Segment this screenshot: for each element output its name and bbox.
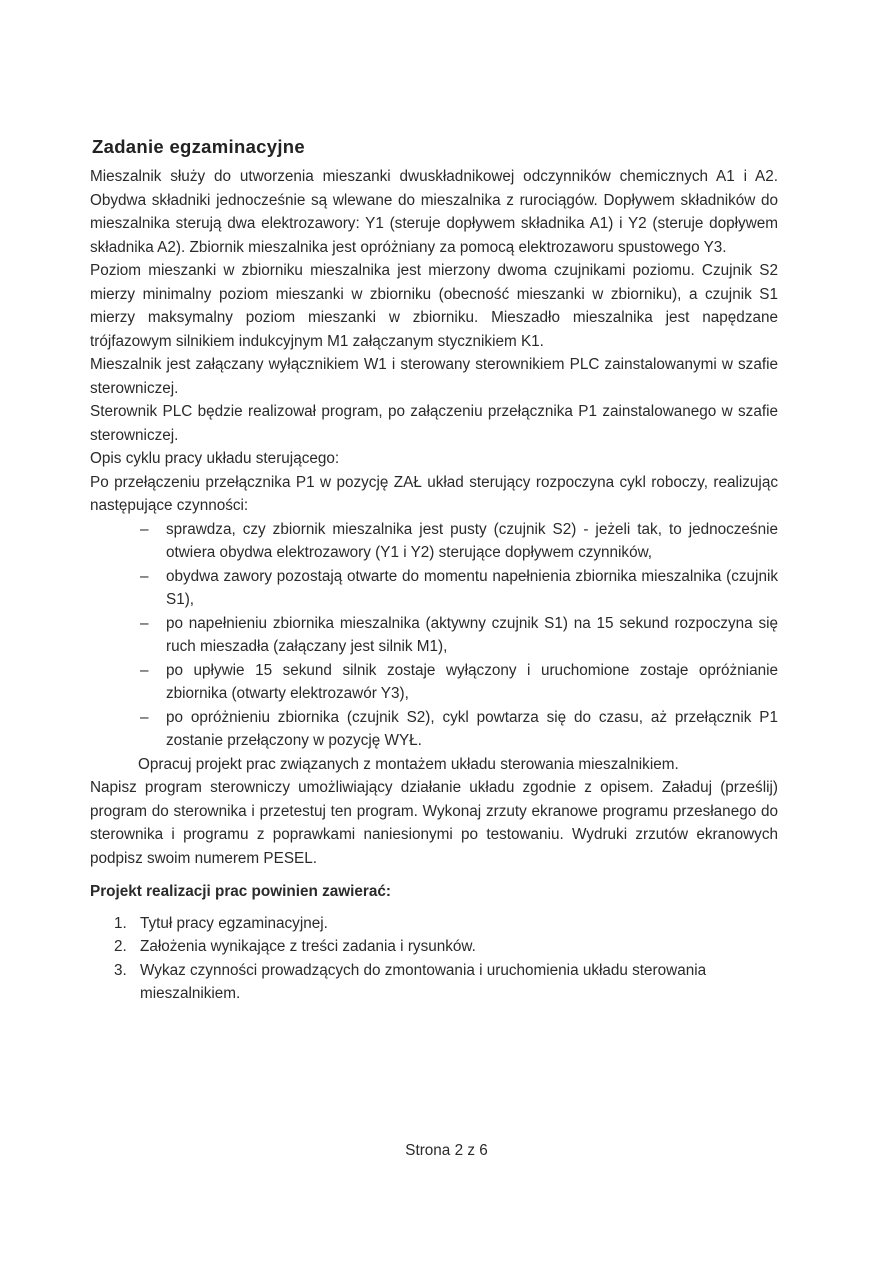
paragraph-mixer-description: Mieszalnik służy do utworzenia mieszanki dwuskładnikowej odczynników chemicznych A1 i A2. Obydwa składniki jednocześnie są wlewane do mieszalnika z rurociągów. Dopływem składników do mieszalnika sterują dwa elektrozawory: Y1 (steruje dopływem składnika A1) i Y2 (steruje dopływem składnika A2). Zbiornik mieszalnika jest opróżniany za pomocą elektrozaworu spustowego Y3. (90, 168, 778, 256)
item-number: 3. (114, 961, 127, 979)
item-number: 1. (114, 914, 127, 932)
list-item-text: po upływie 15 sekund silnik zostaje wyłączony i uruchomione zostaje opróżnianie zbiornika (otwarty elektrozawór Y3), (166, 661, 778, 702)
project-requirements-heading: Projekt realizacji prac powinien zawierać: (90, 883, 391, 900)
paragraph-cycle-heading: Opis cyklu pracy układu sterującego: (90, 450, 340, 467)
list-item-text: po opróżnieniu zbiornika (czujnik S2), cykl powtarza się do czasu, aż przełącznik P1 zostanie przełączony w pozycję WYŁ. (166, 708, 778, 749)
dash-bullet: – (140, 614, 149, 632)
paragraph-plc-program: Sterownik PLC będzie realizował program, po załączeniu przełącznika P1 zainstalowanego w szafie sterowniczej. (90, 403, 778, 444)
list-item-text: po napełnieniu zbiornika mieszalnika (aktywny czujnik S1) na 15 sekund rozpoczyna się ruch mieszadła (załączany jest silnik M1), (166, 614, 778, 655)
item-text: Założenia wynikające z treści zadania i rysunków. (140, 938, 476, 955)
list-item (90, 612, 778, 659)
list-item (90, 518, 778, 565)
dash-bullet: – (140, 520, 149, 538)
dash-bullet: – (140, 661, 149, 679)
list-item (90, 912, 778, 936)
task-body (90, 165, 778, 1006)
paragraph-cycle-intro: Po przełączeniu przełącznika P1 w pozycję ZAŁ układ sterujący rozpoczyna cykl roboczy, realizując następujące czynności: (90, 473, 778, 514)
list-item-text: obydwa zawory pozostają otwarte do momentu napełnienia zbiornika mieszalnika (czujnik S1), (166, 567, 778, 608)
project-requirements-list (90, 912, 778, 1006)
list-item (90, 706, 778, 753)
instruction-project: Opracuj projekt prac związanych z montażem układu sterowania mieszalnikiem. (138, 755, 679, 773)
dash-bullet: – (140, 567, 149, 585)
page-number: Strona 2 z 6 (405, 1142, 488, 1159)
item-text: Tytuł pracy egzaminacyjnej. (140, 914, 328, 932)
item-text: Wykaz czynności prowadzących do zmontowania i uruchomienia układu sterowania mieszalnikiem. (140, 961, 707, 1002)
list-item-text: sprawdza, czy zbiornik mieszalnika jest pusty (czujnik S2) - jeżeli tak, to jednocześnie otwiera obydwa elektrozawory (Y1 i Y2) sterujące dopływem czynników, (166, 520, 778, 561)
list-item (90, 959, 778, 1006)
list-item (90, 659, 778, 706)
dash-bullet: – (140, 708, 149, 726)
cycle-steps-list (90, 518, 778, 753)
list-item (90, 935, 778, 959)
paragraph-mixer-switch: Mieszalnik jest załączany wyłącznikiem W1 i sterowany sterownikiem PLC zainstalowanymi w szafie sterowniczej. (90, 356, 778, 397)
item-number: 2. (114, 938, 127, 955)
instruction-program: Napisz program sterowniczy umożliwiający działanie układu zgodnie z opisem. Załaduj (prześlij) program do sterownika i przetestuj ten program. Wykonaj zrzuty ekranowe programu przesłanego do sterownika i programu z poprawkami naniesionymi po testowaniu. Wydruki zrzutów ekranowych podpisz swoim numerem PESEL. (90, 779, 778, 867)
list-item (90, 565, 778, 612)
paragraph-level-sensors: Poziom mieszanki w zbiorniku mieszalnika jest mierzony dwoma czujnikami poziomu. Czujnik S2 mierzy minimalny poziom mieszanki w zbiorniku (obecność mieszanki w zbiorniku), a czujnik S1 mierzy maksymalny poziom mieszanki w zbiorniku. Mieszadło mieszalnika jest napędzane trójfazowym silnikiem indukcyjnym M1 załączanym stycznikiem K1. (90, 262, 778, 350)
page-title: Zadanie egzaminacyjne (92, 136, 305, 157)
